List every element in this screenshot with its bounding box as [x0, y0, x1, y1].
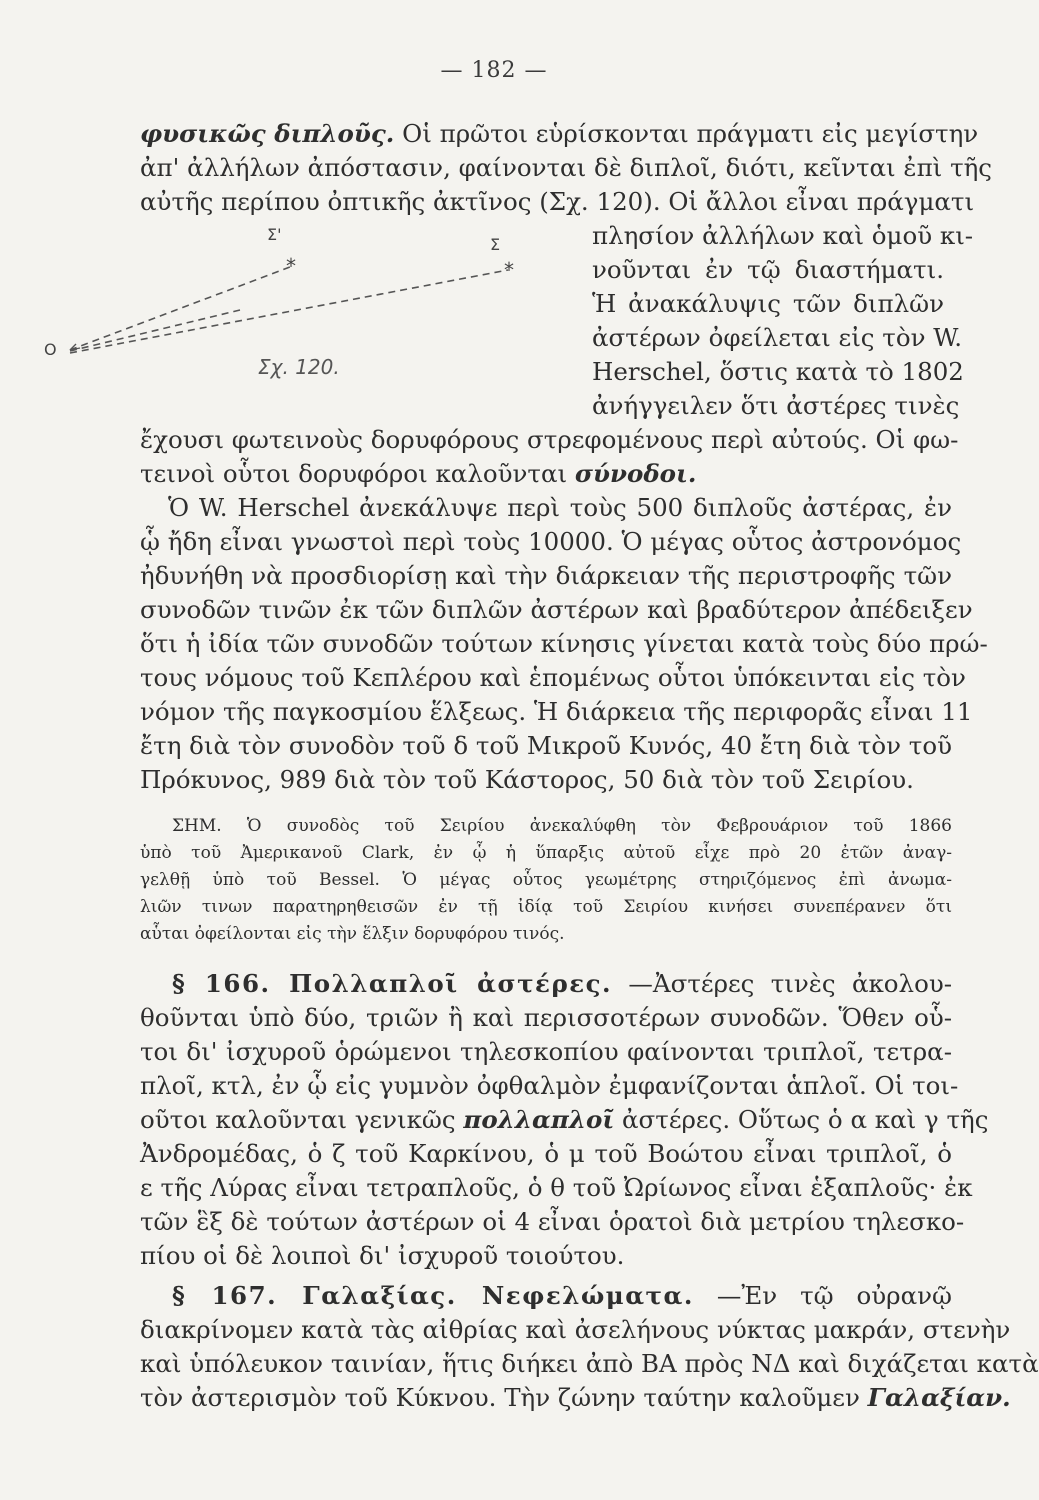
- text-line: ἠδυνήθη νὰ προσδιορίσῃ καὶ τὴν διάρκειαν τῆς περιστροφῆς τῶν: [140, 561, 952, 590]
- text-line: νόμον τῆς παγκοσμίου ἕλξεως. Ἡ διάρκεια τῆς περιφορᾶς εἶναι 11: [140, 697, 973, 726]
- note-line: λιῶν τινων παρατηρηθεισῶν ἐν τῇ ἰδίᾳ τοῦ Σειρίου κινήσει συνεπέρανεν ὅτι: [140, 897, 952, 917]
- text-line: τους νόμους τοῦ Κεπλέρου καὶ ἑπομένως οὗτοι ὑπόκεινται εἰς τὸν: [140, 663, 966, 692]
- text-line: Ἀνδρομέδας, ὁ ζ τοῦ Καρκίνου, ὁ μ τοῦ Βοώτου εἶναι τριπλοῖ, ὁ: [140, 1139, 952, 1168]
- label-s-prime: Σ': [267, 225, 282, 244]
- text-span: —Ἐν τῷ οὐρανῷ: [716, 1281, 952, 1310]
- sight-line-s-prime: [70, 267, 290, 350]
- text-line: ὅτι ἡ ἰδία τῶν συνοδῶν τούτων κίνησις γίνεται κατὰ τοὺς δύο πρώ-: [140, 629, 988, 658]
- bold-term: πολλαπλοῖ: [463, 1105, 615, 1134]
- text-span: οῦτοι καλοῦνται γενικῶς: [140, 1105, 456, 1134]
- text-line: αὐτῆς περίπου ὀπτικῆς ἀκτῖνος (Σχ. 120). Οἱ ἄλλοι εἶναι πράγματι: [140, 187, 975, 216]
- text-span: —Ἀστέρες τινὲς ἀκολου-: [628, 969, 952, 998]
- text-span: Οἱ πρῶτοι εὑρίσκονται πράγματι εἰς μεγίστην: [402, 119, 979, 148]
- note-line: ΣΗΜ. Ὁ συνοδὸς τοῦ Σειρίου ἀνεκαλύφθη τὸν Φεβρουάριον τοῦ 1866: [172, 816, 952, 836]
- text-line: θοῦνται ὑπὸ δύο, τριῶν ἢ καὶ περισσοτέρων συνοδῶν. Ὅθεν οὗ-: [140, 1003, 952, 1032]
- text-span: ἀστέρες. Οὕτως ὁ α καὶ γ τῆς: [622, 1105, 989, 1134]
- label-s: Σ: [490, 235, 501, 254]
- note-line: αὗται ὀφείλονται εἰς τὴν ἕλξιν δορυφόρου τινός.: [140, 924, 565, 944]
- bold-term: σύνοδοι.: [574, 459, 697, 488]
- text-line: καὶ ὑπόλευκον ταινίαν, ἥτις διήκει ἀπὸ ΒΑ πρὸς ΝΔ καὶ διχάζεται κατὰ: [140, 1349, 1039, 1378]
- text-line: πλησίον ἀλλήλων καὶ ὁμοῦ κι-: [592, 221, 974, 250]
- star-mark-s-prime: *: [286, 254, 296, 278]
- section-166-heading: § 166. Πολλαπλοῖ ἀστέρες.: [172, 969, 613, 998]
- text-line: πίου οἱ δὲ λοιποὶ δι' ἰσχυροῦ τοιούτου.: [140, 1241, 625, 1270]
- text-line: τῶν ἓξ δὲ τούτων ἀστέρων οἱ 4 εἶναι ὁρατοὶ διὰ μετρίου τηλεσκο-: [140, 1207, 965, 1236]
- label-o: O: [44, 340, 57, 359]
- bold-term: φυσικῶς διπλοῦς.: [140, 119, 395, 148]
- text-line: Πρόκυνος, 989 διὰ τὸν τοῦ Κάστορος, 50 διὰ τὸν τοῦ Σειρίου.: [140, 765, 914, 794]
- sight-line-s: [70, 270, 508, 353]
- section-167-heading-line: [172, 1280, 952, 1312]
- text-span: τὸν ἀστερισμὸν τοῦ Κύκνου. Τὴν ζώνην ταύτην καλοῦμεν: [140, 1383, 860, 1412]
- text-line: [140, 118, 979, 150]
- note-line: ὑπὸ τοῦ Ἀμερικανοῦ Clark, ἐν ᾧ ἡ ὕπαρξις αὐτοῦ εἶχε πρὸ 20 ἐτῶν ἀναγ-: [140, 843, 952, 863]
- text-line: Ὁ W. Herschel ἀνεκάλυψε περὶ τοὺς 500 διπλοῦς ἀστέρας, ἐν: [168, 493, 952, 522]
- text-line: ἔτη διὰ τὸν συνοδὸν τοῦ δ τοῦ Μικροῦ Κυνός, 40 ἔτη διὰ τὸν τοῦ: [140, 731, 952, 760]
- text-line: Ἡ ἀνακάλυψις τῶν διπλῶν: [592, 289, 944, 318]
- text-line: [140, 1104, 989, 1136]
- page-number: — 182 —: [440, 58, 548, 83]
- figure-caption: Σχ. 120.: [258, 355, 340, 379]
- text-line: ε τῆς Λύρας εἶναι τετραπλοῦς, ὁ θ τοῦ Ὠρίωνος εἶναι ἑξαπλοῦς· ἐκ: [140, 1173, 973, 1202]
- sight-line-aux: [70, 310, 240, 351]
- text-line: ἀστέρων ὀφείλεται εἰς τὸν W.: [592, 323, 962, 352]
- text-line: τοι δι' ἰσχυροῦ ὁρώμενοι τηλεσκοπίου φαίνονται τριπλοῖ, τετρα-: [140, 1037, 952, 1066]
- text-span: τεινοὶ οὗτοι δορυφόροι καλοῦνται: [140, 459, 568, 488]
- text-line: Herschel, ὅστις κατὰ τὸ 1802: [592, 357, 964, 386]
- note-line: γελθῇ ὑπὸ τοῦ Bessel. Ὁ μέγας οὗτος γεωμέτρης στηριζόμενος ἐπὶ ἀνωμα-: [140, 870, 952, 890]
- text-line: πλοῖ, κτλ, ἐν ᾧ εἰς γυμνὸν ὀφθαλμὸν ἐμφανίζονται ἁπλοῖ. Οἱ τοι-: [140, 1071, 959, 1100]
- bold-term: Γαλαξίαν.: [867, 1383, 1011, 1412]
- star-mark-s: *: [504, 258, 514, 282]
- text-line: [140, 458, 696, 490]
- section-166-heading-line: [172, 968, 952, 1000]
- section-167-heading: § 167. Γαλαξίας. Νεφελώματα.: [172, 1281, 694, 1310]
- text-line: [140, 1382, 1011, 1414]
- text-line: ἔχουσι φωτεινοὺς δορυφόρους στρεφομένους περὶ αὐτούς. Οἱ φω-: [140, 425, 959, 454]
- text-line: ἀνήγγειλεν ὅτι ἀστέρες τινὲς: [592, 391, 960, 420]
- text-line: ἀπ' ἀλλήλων ἀπόστασιν, φαίνονται δὲ διπλοῖ, διότι, κεῖνται ἐπὶ τῆς: [140, 153, 993, 182]
- text-line: νοῦνται ἐν τῷ διαστήματι.: [592, 255, 944, 284]
- text-line: ᾧ ἤδη εἶναι γνωστοὶ περὶ τοὺς 10000. Ὁ μέγας οὗτος ἀστρονόμος: [140, 527, 962, 556]
- eye-arrow: [70, 344, 80, 350]
- text-line: συνοδῶν τινῶν ἐκ τῶν διπλῶν ἀστέρων καὶ βραδύτερον ἀπέδειξεν: [140, 595, 973, 624]
- text-line: διακρίνομεν κατὰ τὰς αἰθρίας καὶ ἀσελήνους νύκτας μακράν, στενὴν: [140, 1315, 1011, 1344]
